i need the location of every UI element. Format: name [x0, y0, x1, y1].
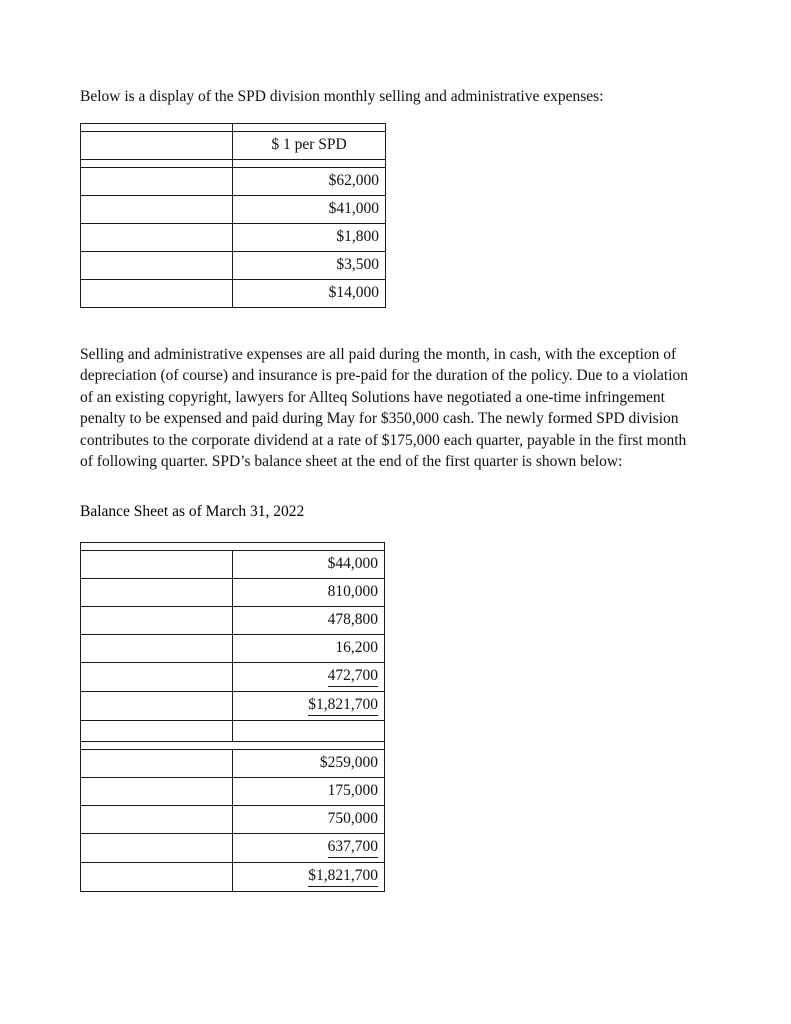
- balance-label-cell: [81, 777, 233, 805]
- table-row: [81, 223, 386, 251]
- expense-label-cell: [81, 279, 233, 307]
- body-paragraph: Selling and administrative expenses are all paid during the month, in cash, with the exception of depreciation (of course) and insurance is pre-paid for the duration of the policy. Due to a violation of an existing copyright, lawyers for Allteq Solutions have negotiated a one-time infringement penalty to be expensed and paid during May for $350,000 cash. The newly formed SPD division contributes to the corporate dividend at a rate of $175,000 each quarter, payable in the first month of following quarter. SPD’s balance sheet at the end of the first quarter is shown below:: [80, 345, 689, 470]
- spacer-value-cell: [233, 720, 385, 741]
- expense-label-cell: [81, 131, 233, 159]
- expense-label-cell: [81, 195, 233, 223]
- amount: $44,000: [327, 554, 378, 572]
- expense-value-cell: [233, 279, 386, 307]
- table-header-row: [81, 542, 385, 550]
- amount: 810,000: [327, 582, 378, 600]
- spacer-after-expense-table: [80, 308, 711, 344]
- balance-value-cell: [233, 578, 385, 606]
- balance-label-cell: [81, 862, 233, 891]
- balance-label-cell: [81, 578, 233, 606]
- expense-label-cell: [81, 123, 233, 131]
- balance-label-cell: [81, 662, 233, 691]
- intro-paragraph: Below is a display of the SPD division monthly selling and administrative expenses:: [80, 88, 604, 105]
- spacer-before-balance-table: [80, 522, 711, 542]
- amount: $1,800: [336, 227, 379, 245]
- table-row: [81, 691, 385, 720]
- balance-label-cell: [81, 606, 233, 634]
- selling-admin-expense-table: [80, 123, 386, 308]
- amount: $41,000: [328, 199, 379, 217]
- balance-label-cell: [81, 550, 233, 578]
- balance-label-cell: [81, 833, 233, 862]
- table-row: [81, 777, 385, 805]
- amount: 16,200: [335, 638, 378, 656]
- amount: $14,000: [328, 283, 379, 301]
- expense-value-cell: [233, 131, 386, 159]
- table-row: [81, 279, 386, 307]
- amount: 750,000: [327, 809, 378, 827]
- balance-table-body: [81, 542, 385, 891]
- balance-value-cell: [233, 777, 385, 805]
- table-row: [81, 159, 386, 167]
- assets-header-cell: [81, 542, 385, 550]
- table-row: [81, 578, 385, 606]
- balance-value-cell: [233, 862, 385, 891]
- underlined-amount: $1,821,700: [308, 696, 378, 716]
- balance-value-cell: [233, 634, 385, 662]
- expense-value-cell: [233, 123, 386, 131]
- table-row: [81, 662, 385, 691]
- expense-label-cell: [81, 159, 233, 167]
- table-header-row: [81, 741, 385, 749]
- liabilities-header-cell: [81, 741, 385, 749]
- balance-label-cell: [81, 749, 233, 777]
- table-spacer-row: [81, 720, 385, 741]
- balance-sheet-title: Balance Sheet as of March 31, 2022: [80, 502, 305, 520]
- expense-value-cell: [233, 159, 386, 167]
- spacer-before-balance-title: [80, 473, 711, 501]
- expense-label-cell: [81, 167, 233, 195]
- amount: 175,000: [327, 781, 378, 799]
- amount: 478,800: [327, 610, 378, 628]
- balance-value-cell: [233, 550, 385, 578]
- table-row: [81, 749, 385, 777]
- table-row: [81, 862, 385, 891]
- table-row: [81, 833, 385, 862]
- amount: $3,500: [336, 255, 379, 273]
- table-row: [81, 131, 386, 159]
- expense-table-body: [81, 123, 386, 307]
- balance-value-cell: [233, 662, 385, 691]
- balance-sheet-table: [80, 542, 385, 892]
- balance-label-cell: [81, 634, 233, 662]
- table-row: [81, 805, 385, 833]
- balance-value-cell: [233, 805, 385, 833]
- underlined-amount: $1,821,700: [308, 867, 378, 887]
- amount: $62,000: [328, 171, 379, 189]
- table-row: [81, 251, 386, 279]
- expense-value-cell: [233, 195, 386, 223]
- expense-value-cell: [233, 167, 386, 195]
- table-row: [81, 195, 386, 223]
- table-row: [81, 634, 385, 662]
- table-row: [81, 550, 385, 578]
- expense-label-cell: [81, 223, 233, 251]
- balance-value-cell: [233, 749, 385, 777]
- balance-label-cell: [81, 805, 233, 833]
- amount: $259,000: [319, 753, 378, 771]
- balance-value-cell: [233, 606, 385, 634]
- table-row: [81, 606, 385, 634]
- amount: $ 1 per SPD: [271, 135, 347, 153]
- table-row: [81, 167, 386, 195]
- expense-label-cell: [81, 251, 233, 279]
- balance-value-cell: [233, 691, 385, 720]
- balance-value-cell: [233, 833, 385, 862]
- underlined-amount: 472,700: [328, 667, 378, 687]
- spacer-label-cell: [81, 720, 233, 741]
- expense-value-cell: [233, 223, 386, 251]
- underlined-amount: 637,700: [328, 838, 378, 858]
- expense-value-cell: [233, 251, 386, 279]
- table-row: [81, 123, 386, 131]
- balance-label-cell: [81, 691, 233, 720]
